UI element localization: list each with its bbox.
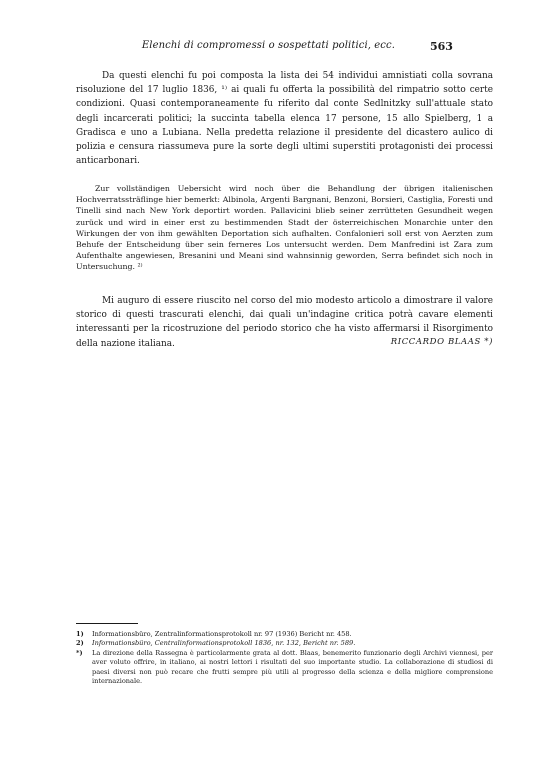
running-header [0, 40, 550, 56]
footnote-1 [76, 630, 493, 639]
footnote-2 [76, 639, 493, 648]
footnotes [76, 630, 493, 686]
paragraph-amnesty-list: Da questi elenchi fu poi composta la lista dei 54 individui amnistiati colla sovrana risoluzione del 17 luglio 1836, ¹⁾ ai quali fu offerta la possibilità del rimpatrio sotto certe condizioni. Quasi contemporaneamente fu riferito dal conte Sedlnitzky sull'attuale stato degli incarcerati politici; la succinta tabella elenca 17 persone, 15 allo Spielberg, 1 a Gradisca e uno a Lubiana. Nella predetta relazione il presidente del dicastero aulico di polizia e censura riassumeva pure la sorte degli ultimi superstiti protagonisti dei processi anticarbonari. [76, 71, 493, 167]
footnote-author [76, 649, 493, 687]
running-title: Elenchi di compromessi o sospettati politici, ecc. [141, 40, 395, 51]
footnote-marker: *) [76, 648, 83, 657]
footnote-marker: 2) [76, 639, 84, 648]
page-number: 563 [430, 40, 453, 53]
footnote-separator [76, 623, 138, 624]
footnote-text: Informationsbüro, Centralinformationsprotokoll 1836, nr. 132, Bericht nr. 589. [92, 639, 356, 648]
paragraph-conclusion: Mi auguro di essere riuscito nel corso del mio modesto articolo a dimostrare il valore storico di questi trascurati elenchi, dai quali un'indagine critica potrà cavare elementi interessanti per la ricostruzione del periodo storico che ha visto affermarsi il Risorgimento della nazione italiana. [76, 296, 493, 349]
paragraph-german-quotation: Zur vollständigen Uebersicht wird noch über die Behandlung der übrigen italienischen Hochverratssträflinge hier bemerkt: Albinola, Argenti Bargnani, Benzoni, Borsieri, Castiglia, Foresti und Tinelli sind nach New York deportirt worden. Pallavicini blieb seiner zerrütteten Gesundheit wegen zurück und wird in einer erst zu bestimmenden Stadt der österreichischen Monarchie unter den Wirkungen der von ihm gewählten Deportation sich aufhalten. Confalonieri soll erst von Aerzten zum Behufe der Entscheidung über sein ferneres Los untersucht werden. Dem Manfredini ist Zara zum Aufenthalte angewiesen, Bresanini und Meani sind wahnsinnig geworden, Serra befindet sich noch in Untersuchung. ²⁾ [76, 184, 493, 272]
author-signature: RICCARDO BLAAS *) [390, 337, 493, 347]
footnote-marker: 1) [76, 630, 84, 638]
footnote-text: Informationsbüro, Zentralinformationsprotokoll nr. 97 (1936) Bericht nr. 458. [92, 630, 352, 638]
footnote-text: La direzione della Rassegna è particolarmente grata al dott. Blaas, benemerito funzionario degli Archivi viennesi, per aver voluto offrire, in italiano, ai nostri lettori i risultati del suo importante studio. La collaborazione di studiosi di paesi diversi non può recare che frutti sempre più utili al progresso della scienza e della migliore comprensione internazionale. [92, 648, 493, 686]
